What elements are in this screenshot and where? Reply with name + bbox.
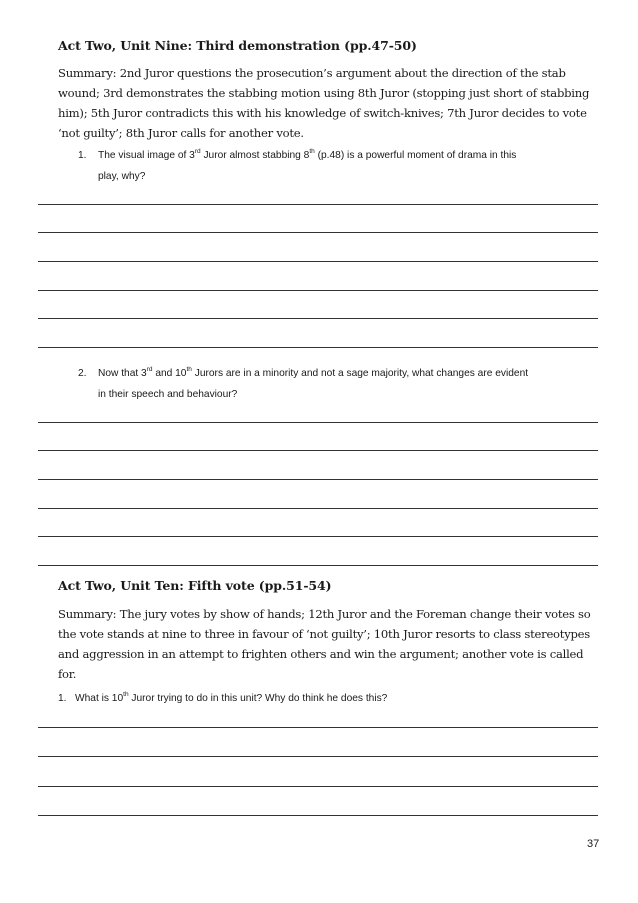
question-text [98, 145, 608, 187]
question-text-part: (p.48) is a powerful moment of drama in this [314, 150, 517, 161]
unit-ten-summary [58, 604, 618, 684]
question-text [75, 688, 585, 709]
ordinal-suffix: rd [194, 148, 201, 155]
summary-line: the vote stands at nine to three in favour of ‘not guilty’; 10th Juror resorts to class stereotypes [58, 627, 590, 641]
ordinal-suffix: rd [146, 366, 153, 373]
answer-line[interactable] [38, 479, 598, 480]
answer-line[interactable] [38, 261, 598, 262]
summary-line: and aggression in an attempt to frighten others and win the argument; another vote is called [58, 647, 584, 661]
summary-line: for. [58, 667, 77, 681]
summary-line: him); 5th Juror contradicts this with his knowledge of switch-knives; 7th Juror decides to vote [58, 106, 587, 120]
question-text [98, 363, 608, 405]
answer-line[interactable] [38, 232, 598, 233]
summary-line: wound; 3rd demonstrates the stabbing motion using 8th Juror (stopping just short of stabbing [58, 86, 590, 100]
answer-line[interactable] [38, 756, 598, 757]
question-text-part: play, why? [98, 171, 146, 182]
question-text-part: Juror almost stabbing 8 [200, 150, 310, 161]
answer-line[interactable] [38, 786, 598, 787]
answer-line[interactable] [38, 450, 598, 451]
summary-line: Summary: The jury votes by show of hands; 12th Juror and the Foreman change their votes so [58, 607, 591, 621]
question-text-part: Jurors are in a minority and not a sage majority, what changes are evident [191, 368, 529, 379]
answer-line[interactable] [38, 204, 598, 205]
answer-line[interactable] [38, 347, 598, 348]
answer-line[interactable] [38, 565, 598, 566]
question-2-unit-nine [78, 363, 618, 408]
question-text-part: What is 10 [75, 693, 124, 704]
page-number: 37 [587, 838, 600, 850]
question-text-part: in their speech and behaviour? [98, 389, 238, 400]
answer-line[interactable] [38, 815, 598, 816]
question-text-part: and 10 [152, 368, 187, 379]
question-number: 1. [58, 693, 67, 704]
question-text-part: Now that 3 [98, 368, 147, 379]
ordinal-suffix: th [186, 366, 192, 373]
answer-line[interactable] [38, 727, 598, 728]
question-number: 2. [78, 368, 87, 379]
summary-line: Summary: 2nd Juror questions the prosecution’s argument about the direction of the stab [58, 66, 566, 80]
question-text-part: Juror trying to do in this unit? Why do think he does this? [128, 693, 388, 704]
answer-line[interactable] [38, 536, 598, 537]
question-1-unit-ten [58, 688, 618, 710]
question-number: 1. [78, 150, 87, 161]
unit-ten-heading: Act Two, Unit Ten: Fifth vote (pp.51-54) [58, 578, 332, 593]
ordinal-suffix: th [309, 148, 315, 155]
summary-line: ‘not guilty’; 8th Juror calls for another vote. [58, 126, 304, 140]
answer-line[interactable] [38, 290, 598, 291]
question-1-unit-nine [78, 145, 618, 190]
question-text-part: The visual image of 3 [98, 150, 195, 161]
answer-line[interactable] [38, 318, 598, 319]
answer-line[interactable] [38, 422, 598, 423]
ordinal-suffix: th [123, 691, 129, 698]
answer-line[interactable] [38, 508, 598, 509]
unit-nine-heading: Act Two, Unit Nine: Third demonstration (pp.47-50) [58, 38, 417, 53]
unit-nine-summary [58, 63, 618, 143]
